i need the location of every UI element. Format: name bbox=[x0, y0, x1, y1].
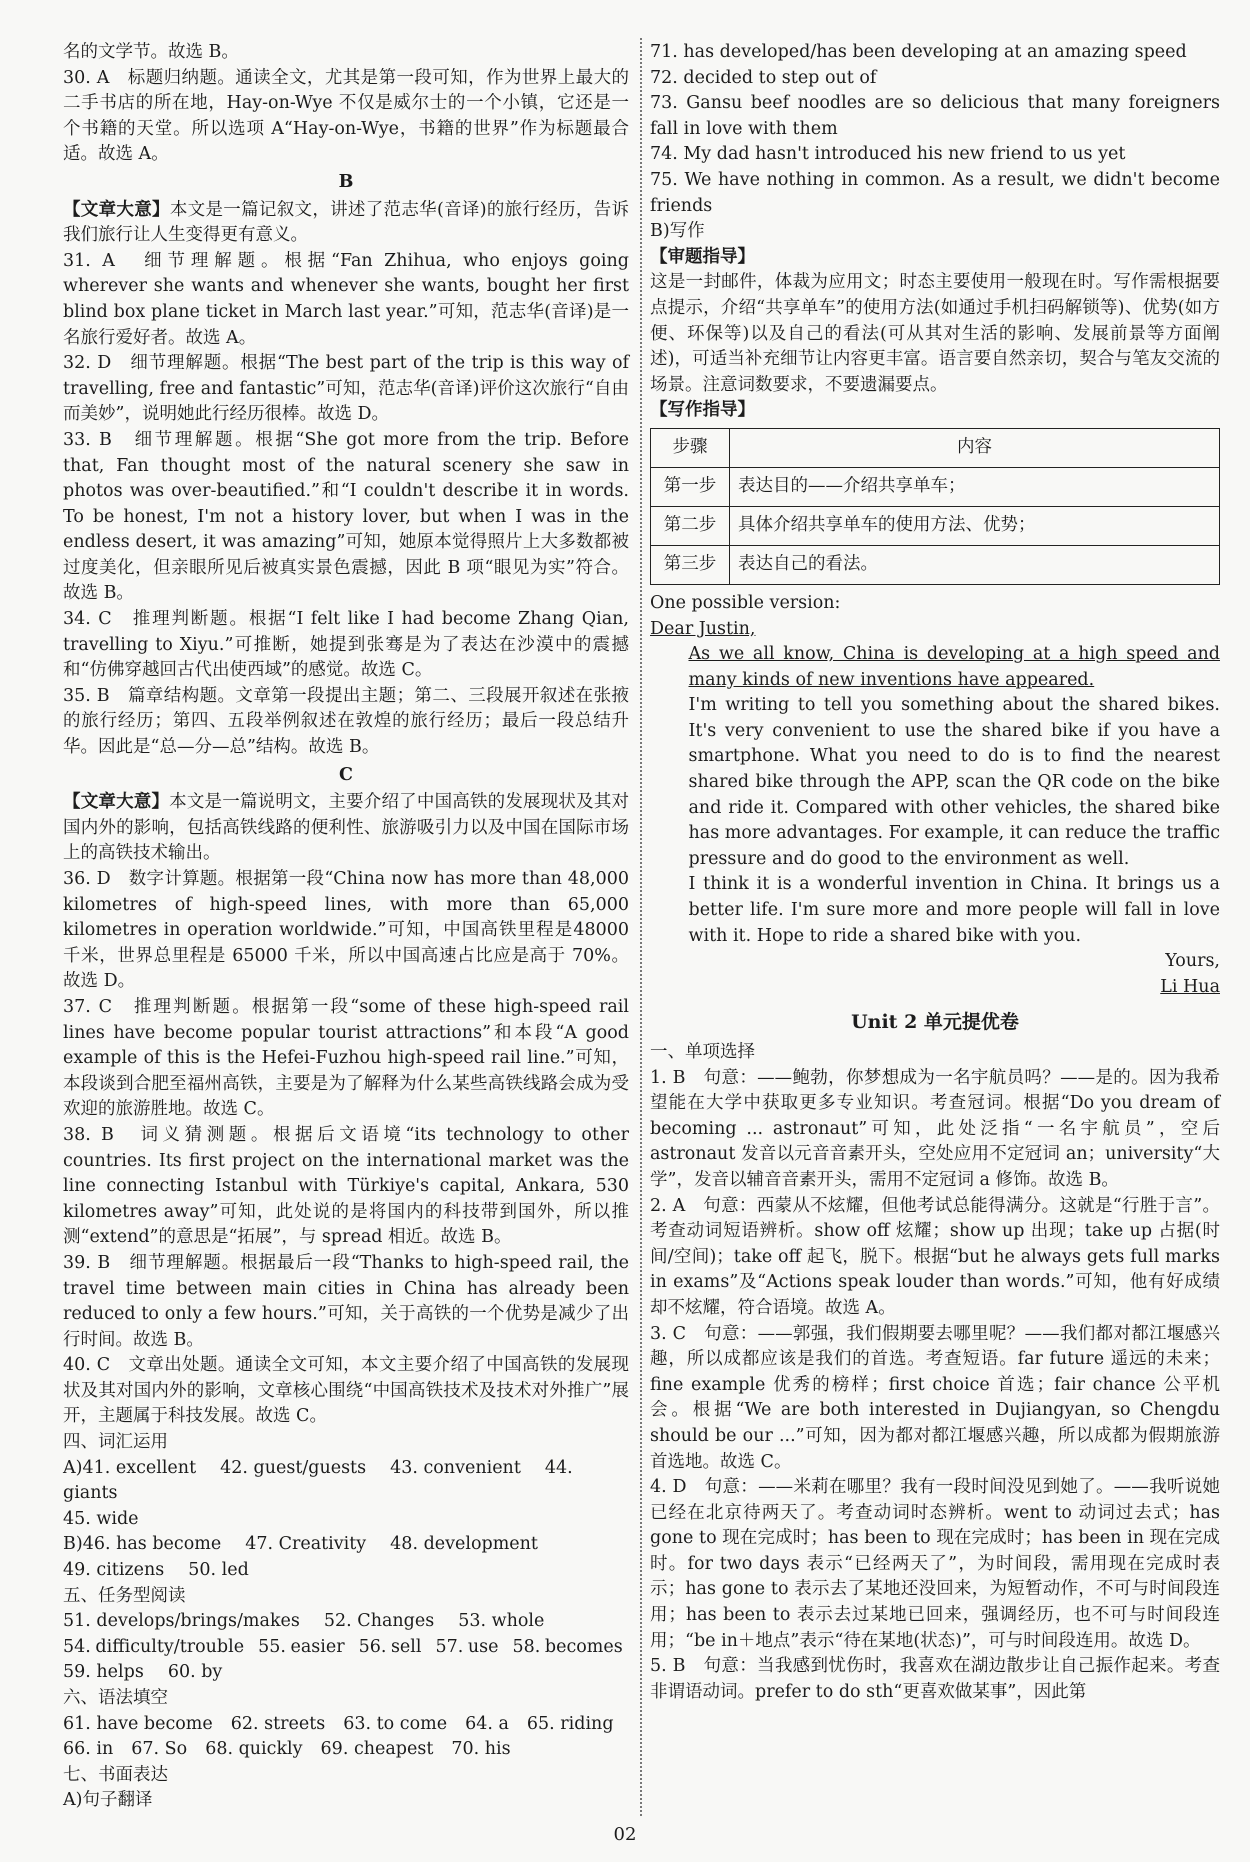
answer-30: 30. A 标题归纳题。通读全文，尤其是第一段可知，作为世界上最大的二手书店的所在地，Hay-on-Wye 不仅是威尔士的一个小镇，它还是一个书籍的天堂。所以选项 A“Hay-on-Wye，书籍的世界”作为标题最合适。故选 A。 bbox=[63, 67, 629, 165]
table-row bbox=[651, 545, 1220, 584]
guide-tag: 【审题指导】 bbox=[650, 246, 755, 267]
answer-row bbox=[63, 1660, 629, 1686]
answer-item: B)46. has become bbox=[63, 1534, 222, 1555]
answer-item: 59. helps bbox=[63, 1662, 144, 1683]
answer-row bbox=[63, 1737, 629, 1763]
answer-item: 51. develops/brings/makes bbox=[63, 1611, 300, 1632]
section-b-heading: B bbox=[338, 171, 354, 192]
table-cell: 表达自己的看法。 bbox=[730, 545, 1220, 584]
table-cell: 表达目的——介绍共享单车； bbox=[730, 467, 1220, 506]
answer-row bbox=[63, 1712, 629, 1738]
letter-paragraph bbox=[650, 642, 1220, 693]
table-cell: 第二步 bbox=[651, 506, 730, 545]
salutation bbox=[650, 617, 1220, 643]
answer-item: 48. development bbox=[390, 1534, 538, 1555]
answer-4: 4. D 句意：——米莉在哪里？我有一段时间没见到她了。——我听说她已经在北京待两天了。考查动词时态辨析。went to 动词过去式；has gone to 现在完成时；has been to 现在完成时；has been in 现在完成时。for two days 表示“已经两天了”，为时间段，需用现在完成时表示；has gone to 表示去了某地还没回来，为短暂动作，不可与时间段连用；has been to 表示去过某地已回来，强调经历，也不可与时间段连用；“be in＋地点”表示“待在某地(状态)”，可与时间段连用。故选 D。 bbox=[650, 1477, 1221, 1651]
answer-row bbox=[63, 1635, 629, 1661]
guide-tag: 【写作指导】 bbox=[650, 400, 755, 421]
version-label: One possible version: bbox=[650, 592, 841, 613]
writing-heading: B)写作 bbox=[650, 221, 705, 242]
part-1-heading: 一、单项选择 bbox=[650, 1042, 755, 1062]
answer-1: 1. B 句意：——鲍勃，你梦想成为一名宇航员吗？——是的。因为我希望能在大学中获取更多专业知识。考查冠词。根据“Do you dream of becoming ... astronaut”可知，此处泛指“一名宇航员”，空后 astronaut 发音以元音音素开头，空处应用不定冠词 an；university“大学”，发音以辅音音素开头，需用不定冠词 a 修饰。故选 B。 bbox=[650, 1067, 1220, 1190]
answer-5: 5. B 句意：当我感到忧伤时，我喜欢在湖边散步让自己振作起来。考查非谓语动词。prefer to do sth“更喜欢做某事”，因此第 bbox=[650, 1656, 1220, 1702]
answer-item: 62. streets bbox=[230, 1713, 326, 1734]
answer-item: 54. difficulty/trouble bbox=[63, 1636, 245, 1657]
answer-item: 55. easier bbox=[258, 1636, 345, 1657]
answer-item: 53. whole bbox=[458, 1611, 545, 1632]
salutation-text: Dear Justin, bbox=[650, 618, 756, 639]
answer-38: 38. B 词义猜测题。根据后文语境“its technology to other countries. Its first project on the international market was the line connecting Istanbul with Türkiye's capital, Ankara, 530 kilometres away”可知，此处说的是将国内的科技带到国外，所以推测“extend”的意思是“拓展”，与 spread 相近。故选 B。 bbox=[63, 1124, 629, 1248]
answer-72: 72. decided to step out of bbox=[650, 67, 877, 88]
answer-item: 63. to come bbox=[343, 1713, 448, 1734]
answer-item: 56. sell bbox=[358, 1636, 422, 1657]
answer-row bbox=[63, 1507, 629, 1533]
part-5-heading: 五、任务型阅读 bbox=[63, 1585, 186, 1606]
answer-36: 36. D 数字计算题。根据第一段“China now has more than 48,000 kilometres of high-speed lines, with more than 65,000 kilometres in operation worldwide.”可知，中国高铁里程是48000 千米，世界总里程是 65000 千米，所以中国高速占比应是高于 70%。故选 D。 bbox=[63, 869, 629, 992]
summary-tag: 【文章大意】 bbox=[63, 792, 170, 813]
column-divider bbox=[640, 38, 642, 1816]
writing-steps-table bbox=[650, 428, 1220, 585]
signature-text: Li Hua bbox=[1160, 976, 1220, 997]
answer-71: 71. has developed/has been developing at an amazing speed bbox=[650, 42, 1187, 62]
answer-row bbox=[63, 1609, 629, 1635]
answer-item: 43. convenient bbox=[390, 1457, 521, 1478]
answer-row bbox=[63, 1456, 629, 1507]
answer-row bbox=[63, 1532, 629, 1558]
summary-c bbox=[63, 790, 629, 867]
answer-item: 64. a bbox=[465, 1713, 509, 1734]
text-line: 名的文学节。故选 B。 bbox=[63, 42, 239, 62]
answer-34: 34. C 推理判断题。根据“I felt like I had become Zhang Qian, travelling to Xiyu.”可推断，她提到张骞是为了表达在沙漠中的震撼和“仿佛穿越回古代出使西域”的感觉。故选 C。 bbox=[63, 609, 629, 681]
table-cell: 第一步 bbox=[651, 467, 730, 506]
table-cell: 第三步 bbox=[651, 545, 730, 584]
part-6-heading: 六、语法填空 bbox=[63, 1688, 168, 1708]
answer-row bbox=[63, 1558, 629, 1584]
letter-paragraph: I think it is a wonderful invention in China. It brings us a better life. I'm sure more and more people will fall in love with it. Hope to ride a shared bike with you. bbox=[688, 874, 1220, 946]
answer-item: 68. quickly bbox=[205, 1739, 303, 1760]
answer-item: 61. have become bbox=[63, 1713, 213, 1734]
closing: Yours, bbox=[1165, 951, 1220, 972]
answer-item: 44. giants bbox=[63, 1457, 573, 1504]
answer-item: A)41. excellent bbox=[63, 1457, 197, 1478]
part-7a-heading: A)句子翻译 bbox=[63, 1790, 153, 1811]
letter-paragraph: I'm writing to tell you something about the shared bikes. It's very convenient to use the shared bike if you have a smartphone. What you need to do is to find the nearest shared bike through the APP, scan the QR code on the bike and ride it. Compared with other vehicles, the shared bike has more advantages. For example, it can reduce the traffic pressure and do good to the environment as well. bbox=[688, 695, 1220, 869]
answer-item: 47. Creativity bbox=[245, 1534, 367, 1555]
answer-75: 75. We have nothing in common. As a result, we didn't become friends bbox=[650, 169, 1220, 216]
answer-item: 69. cheapest bbox=[320, 1739, 434, 1760]
answer-item: 42. guest/guests bbox=[220, 1457, 367, 1478]
answer-item: 57. use bbox=[435, 1636, 499, 1657]
summary-b bbox=[63, 198, 629, 249]
underlined-text: As we all know, China is developing at a high speed and many kinds of new inventions have appeared. bbox=[688, 644, 1220, 690]
answer-35: 35. B 篇章结构题。文章第一段提出主题；第二、三段展开叙述在张掖的旅行经历；第四、五段举例叙述在敦煌的旅行经历；最后一段总结升华。因此是“总—分—总”结构。故选 B。 bbox=[63, 685, 629, 758]
answer-item: 67. So bbox=[131, 1739, 188, 1760]
part-4-heading: 四、词汇运用 bbox=[63, 1432, 168, 1453]
answer-item: 70. his bbox=[451, 1739, 511, 1760]
answer-2: 2. A 句意：西蒙从不炫耀，但他考试总能得满分。这就是“行胜于言”。考查动词短语辨析。show off 炫耀；show up 出现；take up 占据(时间/空间)；take off 起飞，脱下。根据“but he always gets full marks in exams”及“Actions speak louder than words.”可知，他有好成绩却不炫耀，符合语境。故选 A。 bbox=[650, 1195, 1220, 1318]
unit-title: Unit 2 单元提优卷 bbox=[851, 1011, 1019, 1034]
section-c-heading: C bbox=[339, 764, 353, 785]
answer-37: 37. C 推理判断题。根据第一段“some of these high-speed rail lines have become popular tourist attractions”和本段“A good example of this is the Hefei-Fuzhou high-speed rail line.”可知，本段谈到合肥至福州高铁，主要是为了解释为什么某些高铁线路会成为受欢迎的旅游胜地。故选 C。 bbox=[63, 996, 629, 1120]
answer-item: 45. wide bbox=[63, 1508, 139, 1529]
answer-31: 31. A 细节理解题。根据“Fan Zhihua, who enjoys going wherever she wants and whenever she wants, bought her first blind box plane ticket in March last year.”可知，范志华(音译)是一名旅行爱好者。故选 A。 bbox=[63, 250, 629, 348]
right-column bbox=[650, 40, 1220, 1705]
table-cell: 具体介绍共享单车的使用方法、优势； bbox=[730, 506, 1220, 545]
answer-item: 49. citizens bbox=[63, 1560, 165, 1581]
answer-item: 60. by bbox=[167, 1662, 223, 1683]
answer-item: 52. Changes bbox=[323, 1611, 435, 1632]
table-header-row bbox=[651, 428, 1220, 467]
page-number: 02 bbox=[613, 1824, 637, 1845]
table-header: 内容 bbox=[730, 428, 1220, 467]
table-row bbox=[651, 506, 1220, 545]
part-7-heading: 七、书面表达 bbox=[63, 1764, 168, 1785]
answer-item: 58. becomes bbox=[512, 1636, 623, 1657]
summary-text: 本文是一篇说明文，主要介绍了中国高铁的发展现状及其对国内外的影响，包括高铁线路的便利性、旅游吸引力以及中国在国际市场上的高铁技术输出。 bbox=[63, 792, 630, 864]
answer-item: 50. led bbox=[188, 1560, 249, 1581]
answer-40: 40. C 文章出处题。通读全文可知，本文主要介绍了中国高铁的发展现状及其对国内外的影响，文章核心围绕“中国高铁技术及技术对外推广”展开，主题属于科技发展。故选 C。 bbox=[63, 1355, 629, 1427]
answer-item: 65. riding bbox=[526, 1713, 614, 1734]
summary-text: 本文是一篇记叙文，讲述了范志华(音译)的旅行经历，告诉我们旅行让人生变得更有意义。 bbox=[63, 199, 630, 246]
table-header: 步骤 bbox=[651, 428, 730, 467]
signature bbox=[650, 975, 1220, 1001]
left-column bbox=[63, 40, 629, 1814]
summary-tag: 【文章大意】 bbox=[63, 199, 170, 220]
table-row bbox=[651, 467, 1220, 506]
answer-74: 74. My dad hasn't introduced his new friend to us yet bbox=[650, 144, 1126, 165]
guide-text: 这是一封邮件，体裁为应用文；时态主要使用一般现在时。写作需根据要点提示，介绍“共享单车”的使用方法(如通过手机扫码解锁等)、优势(如方便、环保等)以及自己的看法(可从其对生活的影响、发展前景等方面阐述)，可适当补充细节让内容更丰富。语言要自然亲切，契合与笔友交流的场景。注意词数要求，不要遗漏要点。 bbox=[650, 272, 1220, 395]
answer-3: 3. C 句意：——郭强，我们假期要去哪里呢？——我们都对都江堰感兴趣，所以成都应该是我们的首选。考查短语。far future 遥远的未来；fine example 优秀的榜样；first choice 首选；fair chance 公平机会。根据“We are both interested in Dujiangyan, so Chengdu should be our ...”可知，因为都对都江堰感兴趣，所以成都为假期旅游首选地。故选 C。 bbox=[650, 1323, 1220, 1472]
answer-item: 66. in bbox=[63, 1739, 114, 1760]
answer-33: 33. B 细节理解题。根据“She got more from the trip. Before that, Fan thought most of the natural scenery she saw in photos was over-beautified.”和“I couldn't describe it in words. To be honest, I'm not a history lover, but when I was in the endless desert, it was amazing”可知，她原本觉得照片上大多数都被过度美化，但亲眼所见后被真实景色震撼，因此 B 项“眼见为实”符合。故选 B。 bbox=[63, 429, 629, 604]
answer-73: 73. Gansu beef noodles are so delicious that many foreigners fall in love with them bbox=[650, 93, 1220, 139]
answer-39: 39. B 细节理解题。根据最后一段“Thanks to high-speed rail, the travel time between main cities in China has already been reduced to only a few hours.”可知，关于高铁的一个优势是减少了出行时间。故选 B。 bbox=[63, 1252, 629, 1350]
answer-32: 32. D 细节理解题。根据“The best part of the trip is this way of travelling, free and fantastic”可知，范志华(音译)评价这次旅行“自由而美妙”，说明她此行经历很棒。故选 D。 bbox=[63, 353, 629, 425]
